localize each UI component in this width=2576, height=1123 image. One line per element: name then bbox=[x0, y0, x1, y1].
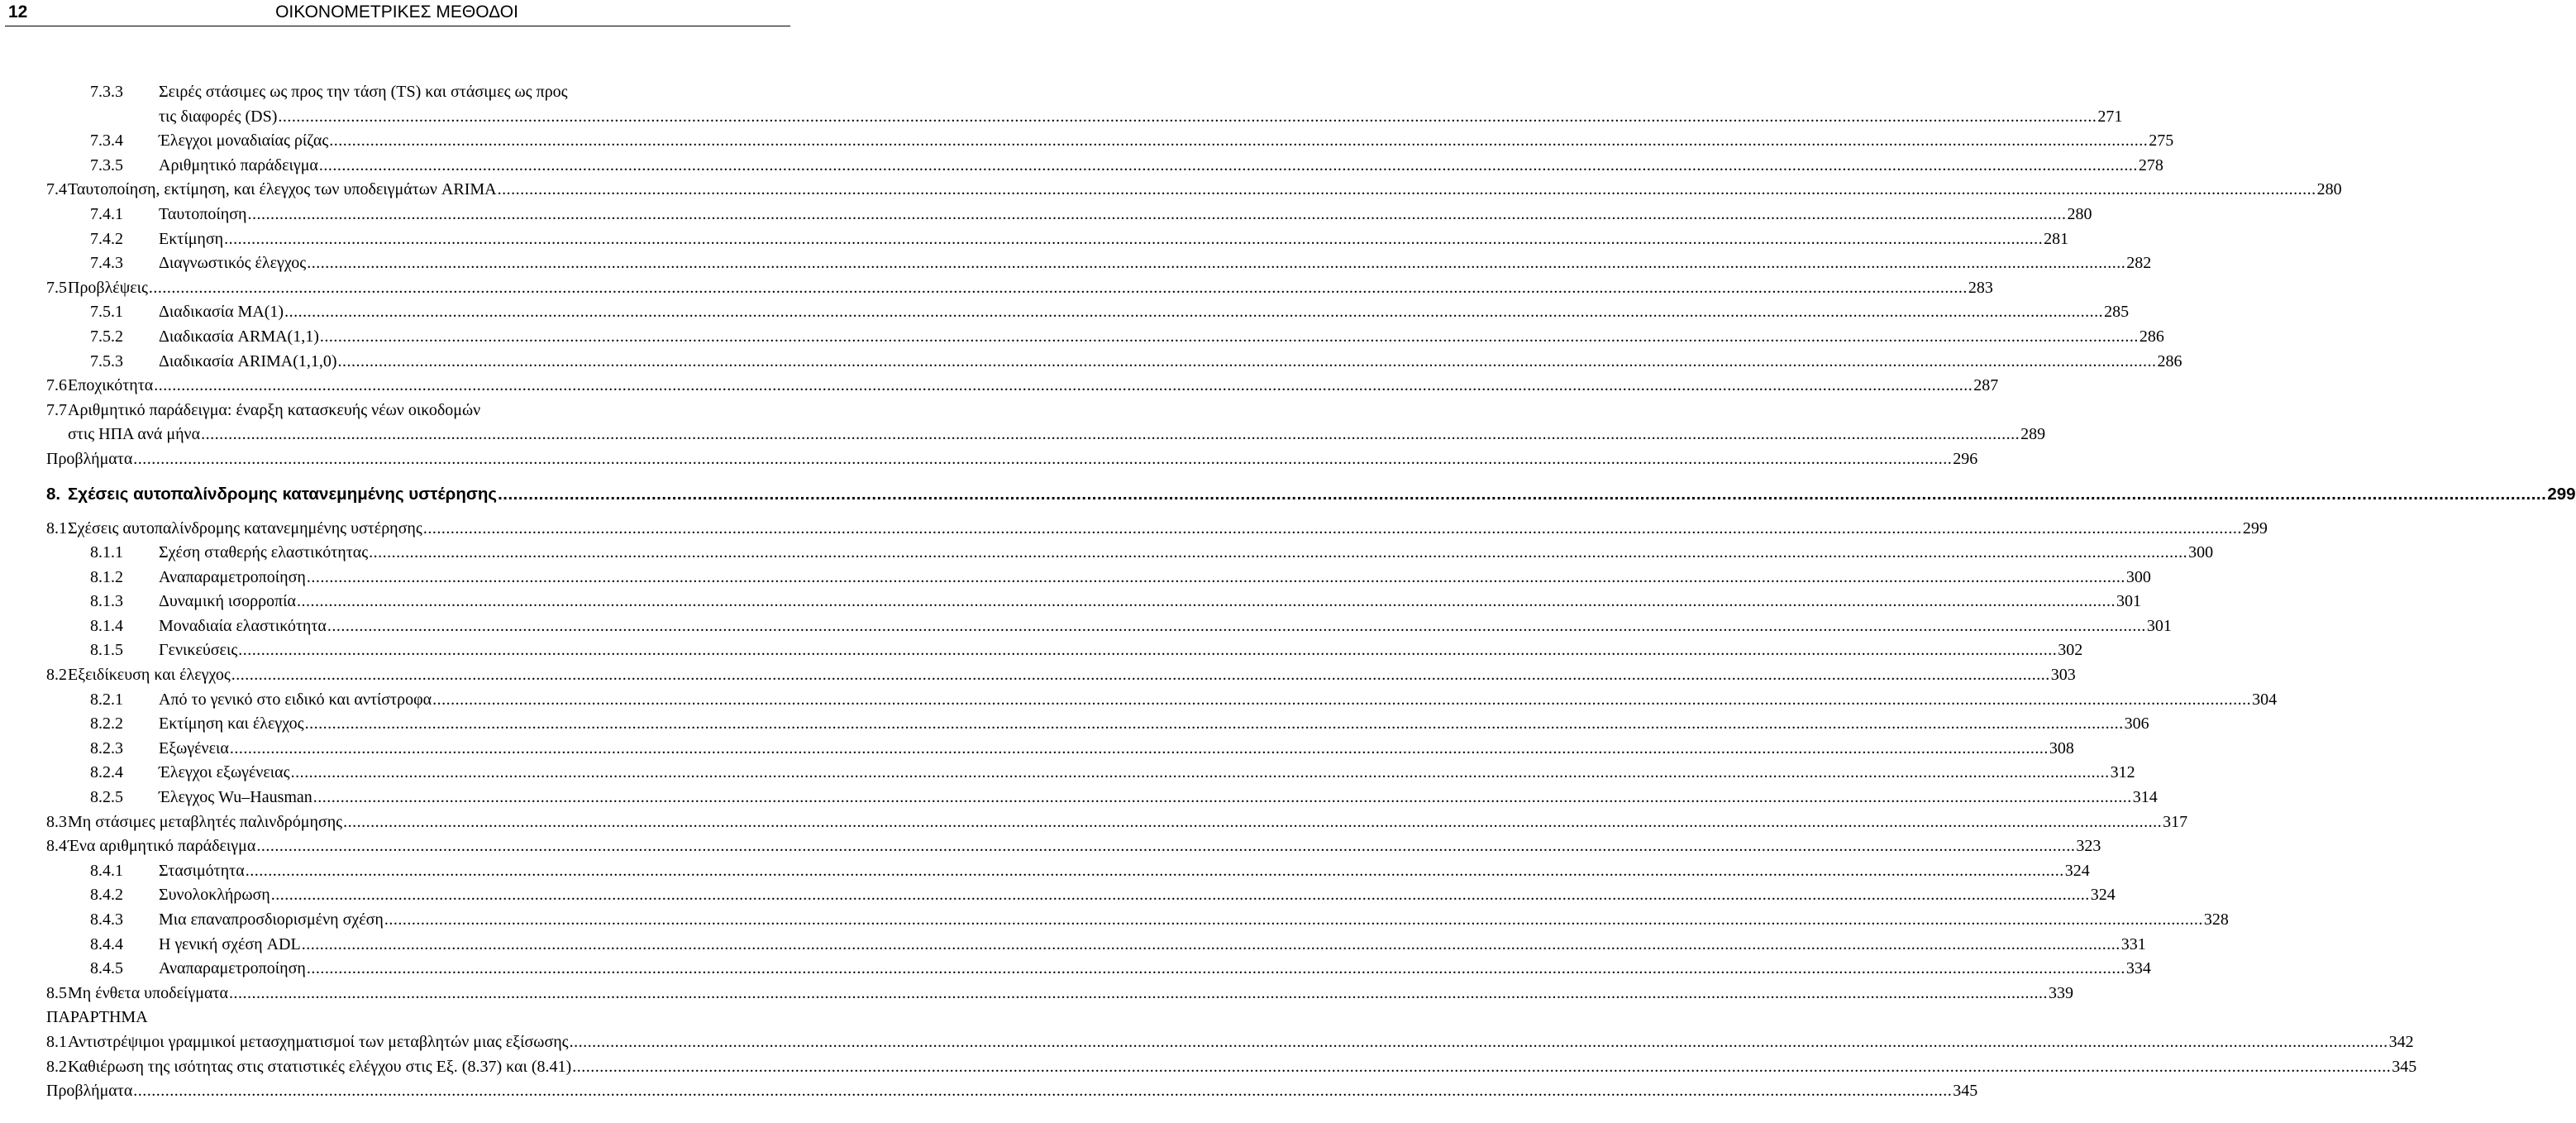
toc-entry-page: 285 bbox=[2104, 303, 2130, 322]
toc-entry bbox=[0, 590, 2142, 614]
toc-entry-title: Ταυτοποίηση bbox=[159, 204, 247, 223]
toc-leader-dots: ................................................................................................................................................................................................................................................................................................................................................................................................................ bbox=[569, 1032, 2388, 1051]
toc-entry-title: Διαδικασία ARMA(1,1) bbox=[159, 327, 319, 346]
toc-entry-page: 324 bbox=[2090, 886, 2116, 905]
toc-entry-line bbox=[46, 1079, 1978, 1104]
toc-entry-number: 8.2 bbox=[46, 666, 67, 685]
toc-entry-page: 281 bbox=[2044, 229, 2069, 248]
toc-entry-title: Διαγνωστικός έλεγχος bbox=[159, 254, 307, 273]
running-title: ΟΙΚΟΝΟΜΕΤΡΙΚΕΣ ΜΕΘΟΔΟΙ bbox=[275, 2, 518, 22]
toc-entry bbox=[0, 447, 1978, 472]
toc-entry bbox=[0, 251, 2152, 276]
toc-entry-line bbox=[159, 638, 2083, 663]
toc-entry-number: 8.2.4 bbox=[90, 763, 123, 782]
toc-entry-number: 7.4.2 bbox=[90, 229, 123, 248]
toc-entry-line bbox=[46, 447, 1978, 472]
toc-leader-dots: ................................................................................................................................................................................................................................................................................................................................................................................................................ bbox=[231, 666, 2050, 685]
toc-entry-page: 304 bbox=[2252, 690, 2278, 709]
toc-entry-page: 296 bbox=[1953, 449, 1978, 468]
toc-leader-dots: ................................................................................................................................................................................................................................................................................................................................................................................................................ bbox=[498, 484, 2547, 504]
toc-entry-number: 7.6 bbox=[46, 376, 67, 395]
toc-entry-line bbox=[159, 883, 2116, 908]
toc-entry-title: Διαδικασία MA(1) bbox=[159, 303, 284, 322]
toc-entry-number: 8.5 bbox=[46, 983, 67, 1002]
toc-entry-page: 287 bbox=[1973, 376, 1999, 395]
toc-entry-page: 339 bbox=[2048, 983, 2073, 1002]
toc-entry bbox=[0, 1030, 2414, 1055]
toc-leader-dots: ................................................................................................................................................................................................................................................................................................................................................................................................................ bbox=[343, 812, 2163, 831]
toc-entry-number: 7.5.2 bbox=[90, 327, 123, 346]
toc-leader-dots: ................................................................................................................................................................................................................................................................................................................................................................................................................ bbox=[229, 738, 2049, 757]
toc-entry-title: Αντιστρέψιμοι γραμμικοί μετασχηματισμοί των μεταβλητών μιας εξίσωσης bbox=[68, 1032, 569, 1051]
toc-entry-title: Προβλήματα bbox=[46, 1082, 133, 1101]
toc-entry-number: 8.2.2 bbox=[90, 714, 123, 734]
toc-entry-page: 328 bbox=[2203, 910, 2229, 929]
toc-entry-page: 280 bbox=[2316, 180, 2342, 199]
toc-entry-page: 286 bbox=[2139, 327, 2164, 346]
toc-entry-title: Αριθμητικό παράδειγμα: έναρξη κατασκευής νέων οικοδομών bbox=[68, 400, 481, 419]
toc-leader-dots: ................................................................................................................................................................................................................................................................................................................................................................................................................ bbox=[133, 1082, 1953, 1101]
toc-entry-page: 283 bbox=[1968, 278, 1993, 297]
toc-entry-line bbox=[159, 688, 2278, 713]
toc-leader-dots: ................................................................................................................................................................................................................................................................................................................................................................................................................ bbox=[306, 959, 2125, 978]
toc-entry-line bbox=[159, 350, 2182, 375]
toc-entry-number: 8.4.3 bbox=[90, 910, 123, 929]
toc-leader-dots: ................................................................................................................................................................................................................................................................................................................................................................................................................ bbox=[327, 616, 2146, 635]
toc-entry-page: 345 bbox=[1953, 1082, 1978, 1101]
toc-entry-number: 7.5.3 bbox=[90, 351, 123, 370]
toc-entry-title: Έλεγχος Wu–Hausman bbox=[159, 788, 312, 807]
toc-entry-page: 301 bbox=[2146, 616, 2172, 635]
toc-entry bbox=[0, 325, 2164, 350]
page-header bbox=[0, 0, 794, 30]
toc-entry-line bbox=[159, 203, 2092, 227]
toc-chapter-heading bbox=[0, 472, 2576, 517]
toc-entry bbox=[0, 761, 2135, 786]
toc-entry bbox=[0, 423, 2046, 447]
toc-leader-dots: ................................................................................................................................................................................................................................................................................................................................................................................................................ bbox=[228, 983, 2048, 1002]
toc-entry-title: Σειρές στάσιμες ως προς την τάση (TS) και στάσιμες ως προς bbox=[159, 83, 568, 101]
toc-entry bbox=[0, 786, 2158, 810]
toc-entry-number: 8.1 bbox=[46, 1032, 67, 1051]
toc-entry-line bbox=[68, 399, 785, 423]
toc-entry-line bbox=[159, 859, 2090, 884]
toc-entry-number: 8.2.5 bbox=[90, 788, 123, 807]
toc-entry-page: 280 bbox=[2067, 204, 2092, 223]
toc-entry-page: 278 bbox=[2138, 155, 2163, 174]
toc-entry-line bbox=[68, 663, 2076, 688]
toc-entry-title: Μοναδιαία ελαστικότητα bbox=[159, 616, 327, 635]
toc-leader-dots: ................................................................................................................................................................................................................................................................................................................................................................................................................ bbox=[337, 351, 2157, 370]
toc-entry-line bbox=[159, 590, 2142, 614]
toc-entry-title: Συνολοκλήρωση bbox=[159, 886, 270, 905]
toc-entry-line bbox=[46, 1006, 785, 1030]
toc-entry bbox=[0, 276, 1993, 301]
toc-leader-dots: ................................................................................................................................................................................................................................................................................................................................................................................................................ bbox=[422, 518, 2242, 538]
toc-entry-number: 8.4.1 bbox=[90, 861, 123, 880]
toc-leader-dots: ................................................................................................................................................................................................................................................................................................................................................................................................................ bbox=[318, 155, 2138, 174]
toc-entry bbox=[0, 688, 2278, 713]
toc-entry-title: Εξωγένεια bbox=[159, 738, 229, 757]
toc-entry-page: 289 bbox=[2020, 425, 2046, 444]
toc-leader-dots: ................................................................................................................................................................................................................................................................................................................................................................................................................ bbox=[154, 376, 1973, 395]
toc-entry-line bbox=[159, 933, 2146, 958]
toc-entry-number: 8.2.3 bbox=[90, 738, 123, 757]
toc-entry bbox=[0, 154, 2163, 179]
toc-entry bbox=[0, 712, 2149, 737]
toc-entry-page: 299 bbox=[2242, 518, 2268, 538]
toc-entry bbox=[0, 227, 2069, 252]
toc-leader-dots: ................................................................................................................................................................................................................................................................................................................................................................................................................ bbox=[256, 837, 2076, 856]
toc-entry-page: 299 bbox=[2547, 484, 2576, 504]
toc-entry-line bbox=[159, 105, 2123, 130]
toc-leader-dots: ................................................................................................................................................................................................................................................................................................................................................................................................................ bbox=[432, 690, 2252, 709]
toc-entry-line bbox=[159, 614, 2172, 639]
toc-entry-line bbox=[159, 154, 2163, 179]
toc-entry-page: 334 bbox=[2125, 959, 2151, 978]
toc-leader-dots: ................................................................................................................................................................................................................................................................................................................................................................................................................ bbox=[201, 425, 2020, 444]
toc-entry-line bbox=[68, 374, 1999, 399]
toc-entry-title: Καθιέρωση της ισότητας στις στατιστικές ελέγχου στις Εξ. (8.37) και (8.41) bbox=[68, 1057, 572, 1076]
toc-entry-page: 317 bbox=[2163, 812, 2188, 831]
toc-entry-line bbox=[68, 1055, 2417, 1080]
toc-entry-number: 8.3 bbox=[46, 812, 67, 831]
toc-entry-title: Δυναμική ισορροπία bbox=[159, 592, 297, 611]
toc-entry-line bbox=[159, 251, 2152, 276]
toc-entry-page: 324 bbox=[2064, 861, 2090, 880]
toc-entry-page: 323 bbox=[2076, 837, 2101, 856]
toc-entry bbox=[0, 178, 2342, 203]
toc-entry bbox=[0, 1079, 1978, 1104]
toc-leader-dots: ................................................................................................................................................................................................................................................................................................................................................................................................................ bbox=[133, 449, 1953, 468]
toc-entry bbox=[0, 517, 2268, 542]
toc-entry-number: 7.4 bbox=[46, 180, 67, 199]
toc-leader-dots: ................................................................................................................................................................................................................................................................................................................................................................................................................ bbox=[278, 107, 2097, 126]
toc-entry-number: 7.3.5 bbox=[90, 155, 123, 174]
toc-entry bbox=[0, 614, 2172, 639]
toc-entry-title: τις διαφορές (DS) bbox=[159, 107, 278, 126]
table-of-contents bbox=[0, 80, 2576, 1104]
toc-entry-number: 7.7 bbox=[46, 400, 67, 419]
toc-entry bbox=[0, 638, 2083, 663]
toc-entry-line bbox=[68, 517, 2268, 542]
toc-entry-title: Γενικεύσεις bbox=[159, 641, 238, 660]
toc-entry-page: 306 bbox=[2124, 714, 2149, 734]
toc-leader-dots: ................................................................................................................................................................................................................................................................................................................................................................................................................ bbox=[304, 714, 2124, 734]
toc-entry-page: 282 bbox=[2126, 254, 2152, 273]
toc-entry-line bbox=[68, 810, 2188, 835]
toc-entry-title: στις ΗΠΑ ανά μήνα bbox=[68, 425, 201, 444]
toc-entry-number: 7.3.3 bbox=[90, 83, 123, 101]
toc-entry-line bbox=[68, 834, 2101, 859]
toc-entry bbox=[0, 737, 2074, 762]
toc-leader-dots: ................................................................................................................................................................................................................................................................................................................................................................................................................ bbox=[307, 254, 2126, 273]
toc-entry bbox=[0, 957, 2151, 982]
toc-entry bbox=[0, 982, 2073, 1006]
toc-entry-title: Σχέσεις αυτοπαλίνδρομης κατανεμημένης υστέρησης bbox=[68, 484, 498, 504]
toc-entry-title: Εξειδίκευση και έλεγχος bbox=[68, 666, 231, 685]
toc-entry bbox=[0, 663, 2076, 688]
toc-entry-number: 8. bbox=[46, 484, 61, 504]
toc-entry-line bbox=[68, 276, 1993, 301]
toc-entry-page: 345 bbox=[2392, 1057, 2417, 1076]
toc-entry-page: 300 bbox=[2125, 567, 2151, 586]
toc-entry-number: 8.1.1 bbox=[90, 543, 123, 562]
toc-entry-line bbox=[159, 325, 2164, 350]
toc-entry-number: 8.4.2 bbox=[90, 886, 123, 905]
toc-entry bbox=[0, 908, 2229, 933]
toc-entry-page: 342 bbox=[2388, 1032, 2414, 1051]
toc-entry-title: Έλεγχοι εξωγένειας bbox=[159, 763, 290, 782]
toc-entry-number: 7.4.3 bbox=[90, 254, 123, 273]
toc-leader-dots: ................................................................................................................................................................................................................................................................................................................................................................................................................ bbox=[284, 303, 2104, 322]
toc-entry-title: Εκτίμηση bbox=[159, 229, 224, 248]
toc-entry bbox=[0, 859, 2090, 884]
toc-entry-number: 7.5.1 bbox=[90, 303, 123, 322]
toc-entry bbox=[0, 883, 2116, 908]
toc-leader-dots: ................................................................................................................................................................................................................................................................................................................................................................................................................ bbox=[245, 861, 2064, 880]
toc-entry bbox=[0, 933, 2146, 958]
toc-entry-number: 8.1.2 bbox=[90, 567, 123, 586]
toc-leader-dots: ................................................................................................................................................................................................................................................................................................................................................................................................................ bbox=[329, 131, 2149, 151]
toc-entry-page: 275 bbox=[2149, 131, 2174, 151]
toc-leader-dots: ................................................................................................................................................................................................................................................................................................................................................................................................................ bbox=[572, 1057, 2392, 1076]
toc-leader-dots: ................................................................................................................................................................................................................................................................................................................................................................................................................ bbox=[290, 763, 2110, 782]
toc-leader-dots: ................................................................................................................................................................................................................................................................................................................................................................................................................ bbox=[306, 567, 2125, 586]
toc-entry-line bbox=[159, 300, 2130, 325]
toc-entry-title: Μια επαναπροσδιορισμένη σχέση bbox=[159, 910, 384, 929]
toc-entry-number: 8.4.4 bbox=[90, 934, 123, 953]
toc-entry-title: Από το γενικό στο ειδικό και αντίστροφα bbox=[159, 690, 432, 709]
toc-entry-line bbox=[159, 761, 2135, 786]
toc-entry-line bbox=[159, 227, 2069, 252]
toc-entry bbox=[0, 399, 794, 423]
toc-entry bbox=[0, 541, 2214, 566]
toc-entry-line bbox=[159, 908, 2229, 933]
toc-leader-dots: ................................................................................................................................................................................................................................................................................................................................................................................................................ bbox=[148, 278, 1968, 297]
toc-entry bbox=[0, 300, 2130, 325]
toc-entry-line bbox=[159, 957, 2151, 982]
toc-entry-page: 302 bbox=[2058, 641, 2083, 660]
toc-entry-title: Ταυτοποίηση, εκτίμηση, και έλεγχος των υποδειγμάτων ARIMA bbox=[68, 180, 497, 199]
toc-entry-title: Εποχικότητα bbox=[68, 376, 154, 395]
toc-entry-line bbox=[68, 423, 2046, 447]
toc-entry-title: Αριθμητικό παράδειγμα bbox=[159, 155, 318, 174]
toc-entry-page: 300 bbox=[2188, 543, 2214, 562]
toc-leader-dots: ................................................................................................................................................................................................................................................................................................................................................................................................................ bbox=[497, 180, 2316, 199]
toc-leader-dots: ................................................................................................................................................................................................................................................................................................................................................................................................................ bbox=[301, 934, 2120, 953]
toc-entry-number: 8.4.5 bbox=[90, 959, 123, 978]
toc-entry-page: 286 bbox=[2157, 351, 2182, 370]
toc-leader-dots: ................................................................................................................................................................................................................................................................................................................................................................................................................ bbox=[369, 543, 2188, 562]
toc-entry-line bbox=[68, 1030, 2414, 1055]
toc-entry-title: Ένα αριθμητικό παράδειγμα bbox=[68, 837, 256, 856]
toc-entry-number: 7.3.4 bbox=[90, 131, 123, 151]
toc-entry-line bbox=[159, 737, 2074, 762]
toc-entry-number: 7.4.1 bbox=[90, 204, 123, 223]
toc-entry-title: Μη ένθετα υποδείγματα bbox=[68, 983, 228, 1002]
toc-entry-title: ΠΑΡΑΡΤΗΜΑ bbox=[46, 1008, 148, 1027]
page-number: 12 bbox=[8, 2, 28, 22]
toc-entry-title: Προβλέψεις bbox=[68, 278, 148, 297]
toc-entry bbox=[0, 810, 2188, 835]
toc-leader-dots: ................................................................................................................................................................................................................................................................................................................................................................................................................ bbox=[384, 910, 2203, 929]
toc-entry-line bbox=[159, 566, 2151, 590]
toc-leader-dots: ................................................................................................................................................................................................................................................................................................................................................................................................................ bbox=[238, 641, 2058, 660]
toc-entry-line bbox=[159, 712, 2149, 737]
toc-entry-title: Αναπαραμετροποίηση bbox=[159, 567, 306, 586]
toc-entry-line bbox=[159, 541, 2214, 566]
toc-entry-number: 8.1.3 bbox=[90, 592, 123, 611]
toc-entry-title: Σχέση σταθερής ελαστικότητας bbox=[159, 543, 369, 562]
toc-entry-number: 8.1 bbox=[46, 518, 67, 538]
toc-entry bbox=[0, 566, 2151, 590]
toc-entry-title: Στασιμότητα bbox=[159, 861, 245, 880]
toc-entry-title: Διαδικασία ARIMA(1,1,0) bbox=[159, 351, 337, 370]
toc-entry-number: 8.2 bbox=[46, 1057, 67, 1076]
toc-entry-title: Σχέσεις αυτοπαλίνδρομης κατανεμημένης υστέρησης bbox=[68, 518, 422, 538]
toc-entry-line bbox=[68, 178, 2342, 203]
toc-leader-dots: ................................................................................................................................................................................................................................................................................................................................................................................................................ bbox=[270, 886, 2090, 905]
toc-entry-number: 8.1.5 bbox=[90, 641, 123, 660]
toc-entry bbox=[0, 105, 2123, 130]
toc-leader-dots: ................................................................................................................................................................................................................................................................................................................................................................................................................ bbox=[224, 229, 2044, 248]
toc-entry-page: 312 bbox=[2110, 763, 2135, 782]
toc-leader-dots: ................................................................................................................................................................................................................................................................................................................................................................................................................ bbox=[319, 327, 2139, 346]
toc-entry-page: 271 bbox=[2097, 107, 2123, 126]
toc-leader-dots: ................................................................................................................................................................................................................................................................................................................................................................................................................ bbox=[247, 204, 2067, 223]
toc-entry-line bbox=[159, 129, 2174, 154]
toc-leader-dots: ................................................................................................................................................................................................................................................................................................................................................................................................................ bbox=[297, 592, 2116, 611]
toc-entry bbox=[0, 203, 2092, 227]
toc-entry-title: Προβλήματα bbox=[46, 449, 133, 468]
toc-entry-number: 7.5 bbox=[46, 278, 67, 297]
toc-entry bbox=[0, 80, 794, 105]
toc-entry-title: Μη στάσιμες μεταβλητές παλινδρόμησης bbox=[68, 812, 343, 831]
toc-entry-title: Η γενική σχέση ADL bbox=[159, 934, 301, 953]
toc-entry-number: 8.4 bbox=[46, 837, 67, 856]
toc-entry-number: 8.1.4 bbox=[90, 616, 123, 635]
toc-entry bbox=[0, 1006, 794, 1030]
toc-entry-title: Έλεγχοι μοναδιαίας ρίζας bbox=[159, 131, 329, 151]
toc-entry bbox=[0, 350, 2182, 375]
toc-entry-page: 308 bbox=[2049, 738, 2074, 757]
toc-entry bbox=[0, 1055, 2417, 1080]
toc-entry-page: 301 bbox=[2116, 592, 2142, 611]
toc-entry bbox=[0, 129, 2174, 154]
toc-entry-line bbox=[68, 472, 2576, 517]
toc-leader-dots: ................................................................................................................................................................................................................................................................................................................................................................................................................ bbox=[312, 788, 2132, 807]
toc-entry-line bbox=[159, 786, 2158, 810]
toc-entry-line bbox=[68, 982, 2073, 1006]
toc-entry-page: 314 bbox=[2132, 788, 2158, 807]
toc-entry-page: 331 bbox=[2120, 934, 2146, 953]
toc-entry-title: Αναπαραμετροποίηση bbox=[159, 959, 306, 978]
toc-entry-page: 303 bbox=[2050, 666, 2076, 685]
toc-entry-title: Εκτίμηση και έλεγχος bbox=[159, 714, 304, 734]
toc-entry-line bbox=[159, 80, 785, 105]
toc-entry-number: 8.2.1 bbox=[90, 690, 123, 709]
toc-entry bbox=[0, 834, 2101, 859]
toc-entry bbox=[0, 374, 1999, 399]
